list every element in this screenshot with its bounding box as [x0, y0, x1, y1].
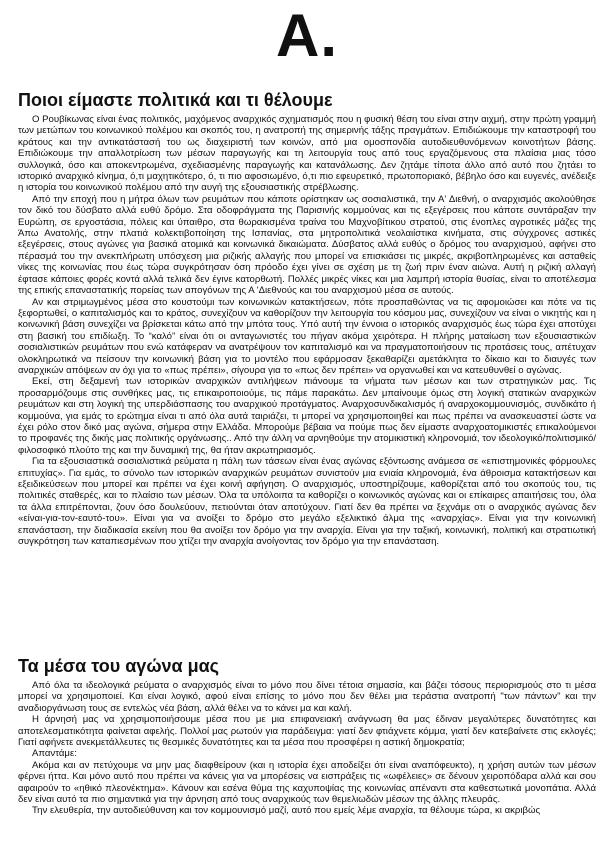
section-title-means-of-struggle: Τα μέσα του αγώνα μας	[18, 656, 220, 676]
chapter-letter: Α.	[276, 2, 338, 69]
section-body-means-of-struggle	[18, 680, 596, 817]
paragraph: Από όλα τα ιδεολογικά ρεύματα ο αναρχισμός είναι το μόνο που δίνει τέτοια σημασία, και βάζει τόσους περιορισμούς στο τι μέσα μπορεί να χρησιμοποιεί. Και είναι λογικό, αφού είναι επίσης το μόνο που δεν θέλει μια τεράστια ανατροπή "των πάντων" και την αναδιοργάνωση τους σε εντελώς νέα βάση, αλλά θέλει να το κάνει μα και καλή.	[18, 680, 596, 714]
paragraph: Από την εποχή που η μήτρα όλων των ρευμάτων που κάποτε ορίστηκαν ως σοσιαλιστικά, την Α' Διεθνή, ο αναρχισμός ακολούθησε τον δικό του δύσβατο αλλά ευθύ δρόμο. Στα οδοφράγματα της Παρισινής κομμούνας και τις εξεγέρσεις που κάποτε συντάραξαν την Ευρώπη, σε εργοστάσια, πόλεις και ύπαιθρο, στα θωρακισμένα τραίνα του Μαχνοβίτικου στρατού, στις ένοπλες αγροτικές μάζες της Άπω Ανατολής, στην πλατιά κολεκτιβοποίηση της Ισπανίας, στα μητροπολιτικά νεολαιίστικα κινήματα, στις σύγχρονες αστικές εξεγέρσεις, στους αγώνες για βασικά ατομικά και κοινωνικά δικαιώματα. Δύσβατος αλλά ευθύς ο δρόμος του αναρχισμού, αφήνει στο πέρασμά του την ανεκπλήρωτη υπόσχεση μια ριζικής αλλαγής που μπορεί να επισκιάσει τις μικρές, ακριβοπληρωμένες και ασταθείς νίκες της κοινωνίας που έως τώρα συγκρότησαν όση πρόοδο έχει γίνει σε σχέση με τη ζωή πριν έναν αιώνα. Αυτή η ριζική αλλαγή έφτασε κάποιες φορές κοντά αλλά τελικά δεν έγινε κατορθωτή. Πολλές μικρές νίκες και μια λαμπρή ιστορία θυσίας, είναι το αποτέλεσμα της επικής επαναστατικής πορείας των απογόνων της Α 'Διεθνούς και του αναρχισμού μέσα σε αυτούς.	[18, 193, 596, 297]
paragraph: Την ελευθερία, την αυτοδιεύθυνση και τον κομμουνισμό μαζί, αυτό που εμείς λέμε αναρχία, τα θέλουμε τώρα, κι ακριβώς	[32, 805, 541, 817]
paragraph: Εκεί, στη δεξαμενή των ιστορικών αναρχικών αντιλήψεων πιάνουμε τα νήματα των μέσων και των στρατηγικών μας. Τις προσαρμόζουμε στις συνθήκες μας, τις επικαιροποιούμε, τις πάμε παρακάτω. Δεν μπαίνουμε όμως στη λογική στατικών αναρχικών ρευμάτων και στη λογική της υπερδιάσπασης του αναρχικού προτάγματος. Αναρχοσυνδικαλισμός ή αναρχοκομμουνισμός, συνδικάτο ή κομμούνα, για εμάς το ερώτημα είναι τι από όλα αυτά ταιριάζει, τι μπορεί να χρησιμοποιηθεί και πως πρέπει να ανασκευαστεί ώστε να έχει ρόλο στον δικό μας αγώνα, σήμερα στην Ελλάδα. Μπορούμε βέβαια να πούμε πως δεν είμαστε αναρχοατομικιστές επικαλούμενοι το προφανές της δικής μας πολιτικής οργάνωσης.. Από την άλλη να αρνηθούμε την ατομικιστική κληρονομιά, τον ιδεολογικό/πολιτισμικό/φιλοσοφικό πλούτο της και την δυναμική της, θα ήταν ακρωτηριασμός.	[18, 376, 596, 456]
section-body-who-we-are	[18, 114, 596, 547]
paragraph: Για τα εξουσιαστικά σοσιαλιστικά ρεύματα η πάλη των τάσεων είναι ένας αγώνας εξόντωσης ανάμεσα σε «επιστημονικές φόρμουλες επιτυχίας». Για εμάς, το σύνολο των ιστορικών αναρχικών ρευμάτων συνιστούν μια ενιαία κληρονομιά, ένα άθροισμα κατακτήσεων και εξειδικεύσεων που μπορεί και πρέπει να έχει κοινή αφήγηση. Ο αναρχισμός, υποστηρίζουμε, καθορίζεται από του σκοπούς του, τις πολιτικές σταθερές, και το πλαίσιο των μέσων. Όλα τα υπόλοιπα τα καθορίζει ο κοινωνικός αγώνας και οι επίκαιρες απαιτήσεις του, όλα τα άλλα επιτρέπονται, ζουν όσο δουλεύουν, πετιούνται όταν αποτύχουν. Γιατί δεν θα πρέπει να ξεχνάμε οτι ο αναρχικός αγώνας δεν «είναι-για-τον-εαυτό-του». Είναι για να ανοίξει το δρόμο στο μεγάλο εξελικτικό άλμα της «αναρχίας». Είναι για την κοινωνική επανάσταση, την διαδικασία εκείνη που θα ανοίξει τον δρόμο για την αναρχία. Είναι για την ταξική, κοινωνική, πολιτική και στρατιωτική συγκρότηση των καταπιεσμένων που χτίζει την αναρχία ανοίγοντας τον δρόμο για την επανάσταση.	[18, 456, 596, 548]
section-title-who-we-are: Ποιοι είμαστε πολιτικά και τι θέλουμε	[18, 90, 333, 110]
paragraph: Ο Ρουβίκωνας είναι ένας πολιτικός, μαχόμενος αναρχικός σχηματισμός που η φυσική θέση του είναι στην αιχμή, στην πρώτη γραμμή των μετώπων του κοινωνικού πολέμου και σκοπός του, η ανατροπή της σημερινής τάξης πραγμάτων. Επιδιώκουμε την καταστροφή του κράτους και την αντικατάστασή του ως διαχειριστή των κοινών, από μια ομοσπονδία αυτοδιευθυνόμενων κοινοτήτων βάσης. Επιδιώκουμε την απαλλοτρίωση των μέσων παραγωγής και τη λειτουργία τους από τους εργαζόμενους στα πλαίσια μιας τόσο συλλογικά, όσο και αποκεντρωμένα, σχεδιασμένης παραγωγής και κατανάλωσης. Δεν ζητάμε τίποτα άλλο από αυτό που ζητάει το ιστορικό αναρχικό κίνημα, ό,τι μαχητικότερο, ό, τι πιο αφοσιωμένο, ό,τι πιο εφευρετικό, πρωτοποριακό, βέβηλο όσο και ευγενές, ανέδειξε η ιστορία του κοινωνικού πολέμου από την αυγή της εξουσιαστικής στρέβλωσης.	[18, 114, 596, 194]
paragraph: Αν και στριμωγμένος μέσα στο κουστούμι των κοινωνικών κατακτήσεων, πότε προσπαθώντας να τις αφομοιώσει και πότε να τις ξεφορτωθεί, ο καπιταλισμός και το κράτος, συνεχίζουν να καθορίζουν την λειτουργία του κόσμου μας, συνεχίζουν να είναι ο νικητής και η κοινωνική βάση συνεχίζει να βρίσκεται κάτω από την μπότα τους. Υπό αυτή την έννοια ο ιστορικός αναρχισμός έως τώρα έχει αποτύχει στη βασική του επιδίωξη. Το “καλό” είναι ότι οι ανταγωνιστές του πήγαν ακόμα χειρότερα. Η πλήρης ματαίωση των εξουσιαστικών σοσιαλιστικών ρευμάτων που ενώ κατάφεραν να ανατρέψουν τον καπιταλισμό και να πραγματοποιήσουν τις προτάσεις τους, απέτυχαν ολοκληρωτικά να πείσουν την κοινωνική βάση για το μοντέλο που εφάρμοσαν ξεκαθαρίζει αμετάκλητα το δίκαιο και το διαυγές των αναρχικών απόψεων αν όχι για το «πως πρέπει», σίγουρα για το «πως δεν πρέπει» να οργανωθεί και να κατευθυνθεί ο αγώνας.	[18, 296, 596, 376]
paragraph: Απαντάμε:	[32, 748, 77, 760]
paragraph: Η άρνησή μας να χρησιμοποιήσουμε μέσα που με μια επιφανειακή ανάγνωση θα μας έδιναν μεγαλύτερες δυνατότητες και αποτελεσματικότητα φαίνεται αφελής. Πολλοί μας ρωτούν για παράδειγμα: γιατί δεν φτιάχνετε κόμμα, γιατί δεν κατεβαίνετε στις εκλογές; Γιατί αφήνετε ανεκμετάλλευτες τις θεσμικές δυνατότητες και τα μέσα που προσφέρει η αστική δημοκρατία;	[18, 714, 596, 749]
paragraph: Ακόμα και αν πετύχουμε να μην μας διαφθείρουν (και η ιστορία έχει αποδείξει ότι είναι αναπόφευκτο), η χρήση αυτών των μέσων φέρνει ήττα. Και μόνο αυτό που πρέπει να κάνεις για να μπορέσεις να εισπράξεις τις «ωφέλειες» σε δένουν χειροπόδαρα αλλά και σου αφαιρούν το «ηθικό πλεονέκτημα». Κάνουν και εσένα θύμα της καχυποψίας της κοινωνίας απέναντι στα καθεστωτικά μονοπάτια. Αλλά δεν είναι αυτό τα πιο σημαντικά για την άρνηση από τους αναρχικούς των θεμελιωδών μέσων της άλλης πλευράς.	[18, 759, 596, 806]
